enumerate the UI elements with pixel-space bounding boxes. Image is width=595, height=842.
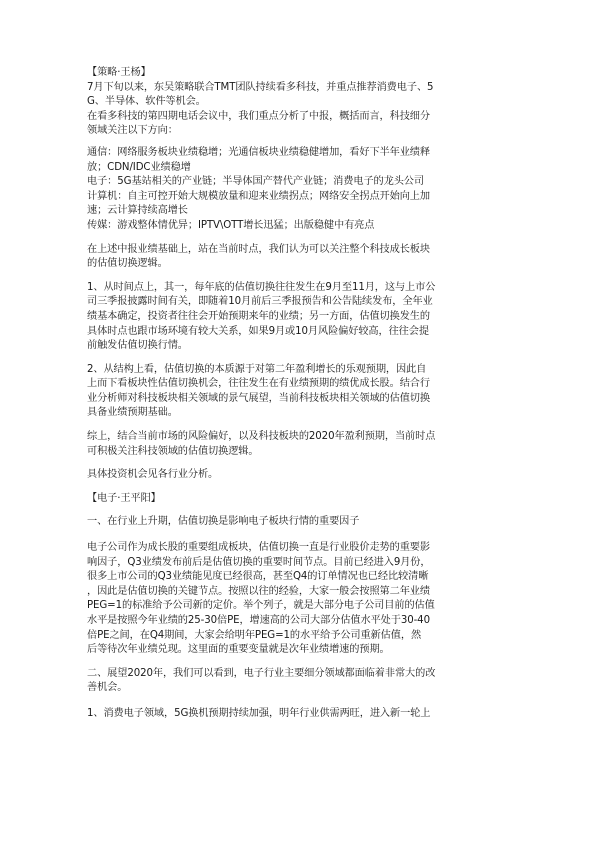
strategy-heading: 【策略·王杨】 <box>87 67 151 78</box>
sector-line: 计算机：自主可控开始大规模放量和迎来业绩拐点；网络安全拐点开始向上加 <box>87 190 430 202</box>
body-line: PEG=1的标准给予公司新的定价。举个列子，就是大部分电子公司目前的估值 <box>87 600 435 612</box>
spacer <box>87 696 511 707</box>
document-page <box>87 66 511 722</box>
time-line: 绩基本确定，投资者往往会开始预期来年的业绩；另一方面，估值切换发生的 <box>87 310 430 322</box>
structure-line: 具备业绩预期基础。 <box>87 407 178 419</box>
sector-line: 放；CDN/IDC业绩稳增 <box>87 161 191 173</box>
body-line: ，因此是估值切换的关键节点。按照以往的经验，大家一般会按照第二年业绩 <box>87 585 430 597</box>
spacer <box>87 483 511 492</box>
intro-line: 在看多科技的第四期电话会议中，我们重点分析了中报，概括而言，科技细分 <box>87 110 430 122</box>
body-line: 很多上市公司的Q3业绩能见度已经很高，甚至Q4的订单情况也已经比较清晰 <box>87 571 429 583</box>
body-line: 后等待次年业绩兑现。这里面的重要变量就是次年业绩增速的预期。 <box>87 644 390 656</box>
sector-line: 速；云计算持续高增长 <box>87 205 188 217</box>
outlook-line: 善机会。 <box>87 682 128 694</box>
sector-line: 传媒：游戏整体情优异；IPTV\OTT增长迅猛；出版稳健中有亮点 <box>87 219 375 231</box>
sector-line: 电子：5G基站相关的产业链；半导体国产替代产业链；消费电子的龙头公司 <box>87 176 424 188</box>
time-line: 司三季报披露时间有关，即随着10月前后三季报预告和公告陆续发布，全年业 <box>87 296 433 308</box>
spacer <box>87 421 511 430</box>
time-line: 具体时点也跟市场环境有较大关系，如果9月或10月风险偏好较高，往往会提 <box>87 325 429 337</box>
spacer <box>87 506 511 515</box>
structure-line: 上而下看板块性估值切换机会，往往发生在有业绩预期的绩优成长股。结合行 <box>87 378 430 390</box>
time-line: 1、从时间点上，其一，每年底的估值切换往往发生在9月至11月，这与上市公 <box>87 281 436 293</box>
intro-line: 7月下旬以来，东吴策略联合TMT团队持续看多科技，并重点推荐消费电子、5 <box>87 81 434 93</box>
intro-line: 领域关注以下方向： <box>87 125 178 137</box>
conclusion-line: 综上，结合当前市场的风险偏好，以及科技板块的2020年盈利预期，当前时点 <box>87 431 436 443</box>
body-line: 响因子，Q3业绩发布前后是估值切换的重要时间节点。目前已经进入9月份， <box>87 556 431 568</box>
conclusion-line: 可积极关注科技领域的估值切换逻辑。 <box>87 445 259 457</box>
logic-line: 在上述中报业绩基础上，站在当前时点，我们认为可以关注整个科技成长板块 <box>87 243 430 255</box>
outlook-line: 二、展望2020年，我们可以看到，电子行业主要细分领域都面临着非常大的改 <box>87 667 436 679</box>
spacer <box>87 459 511 468</box>
body-line: 电子公司作为成长股的重要组成板块，估值切换一直是行业股价走势的重要影 <box>87 542 430 554</box>
electronics-heading: 【电子·王平阳】 <box>87 492 161 504</box>
time-line: 前触发估值切换行情。 <box>87 340 188 352</box>
closing-line: 具体投资机会见各行业分析。 <box>87 469 219 481</box>
body-line: 倍PE之间，在Q4期间，大家会给明年PEG=1的水平给予公司重新估值，然 <box>87 629 422 641</box>
structure-line: 2、从结构上看，估值切换的本质源于对第二年盈利增长的乐观预期，因此自 <box>87 363 427 375</box>
intro-line: G、半导体、软件等机会。 <box>87 96 206 108</box>
electronics-subheading: 一、在行业上升期，估值切换是影响电子板块行情的重要因子 <box>87 516 360 528</box>
logic-line: 的估值切换逻辑。 <box>87 258 168 270</box>
structure-line: 业分析师对科技板块相关领域的景气展望，当前科技板块相关领域的估值切换 <box>87 392 430 404</box>
sector-line: 通信：网络服务板块业绩稳增；光通信板块业绩稳健增加，看好下半年业绩释 <box>87 146 430 158</box>
spacer <box>87 530 511 541</box>
spacer <box>87 354 511 363</box>
body-line: 水平是按照今年业绩的25-30倍PE，增速高的公司大部分估值水平处于30-40 <box>87 615 430 626</box>
spacer <box>87 139 511 146</box>
consumer-electronics-line: 1、消费电子领域，5G换机预期持续加强，明年行业供需两旺，进入新一轮上 <box>87 707 431 719</box>
spacer <box>87 234 511 243</box>
spacer <box>87 658 511 667</box>
spacer <box>87 272 511 281</box>
